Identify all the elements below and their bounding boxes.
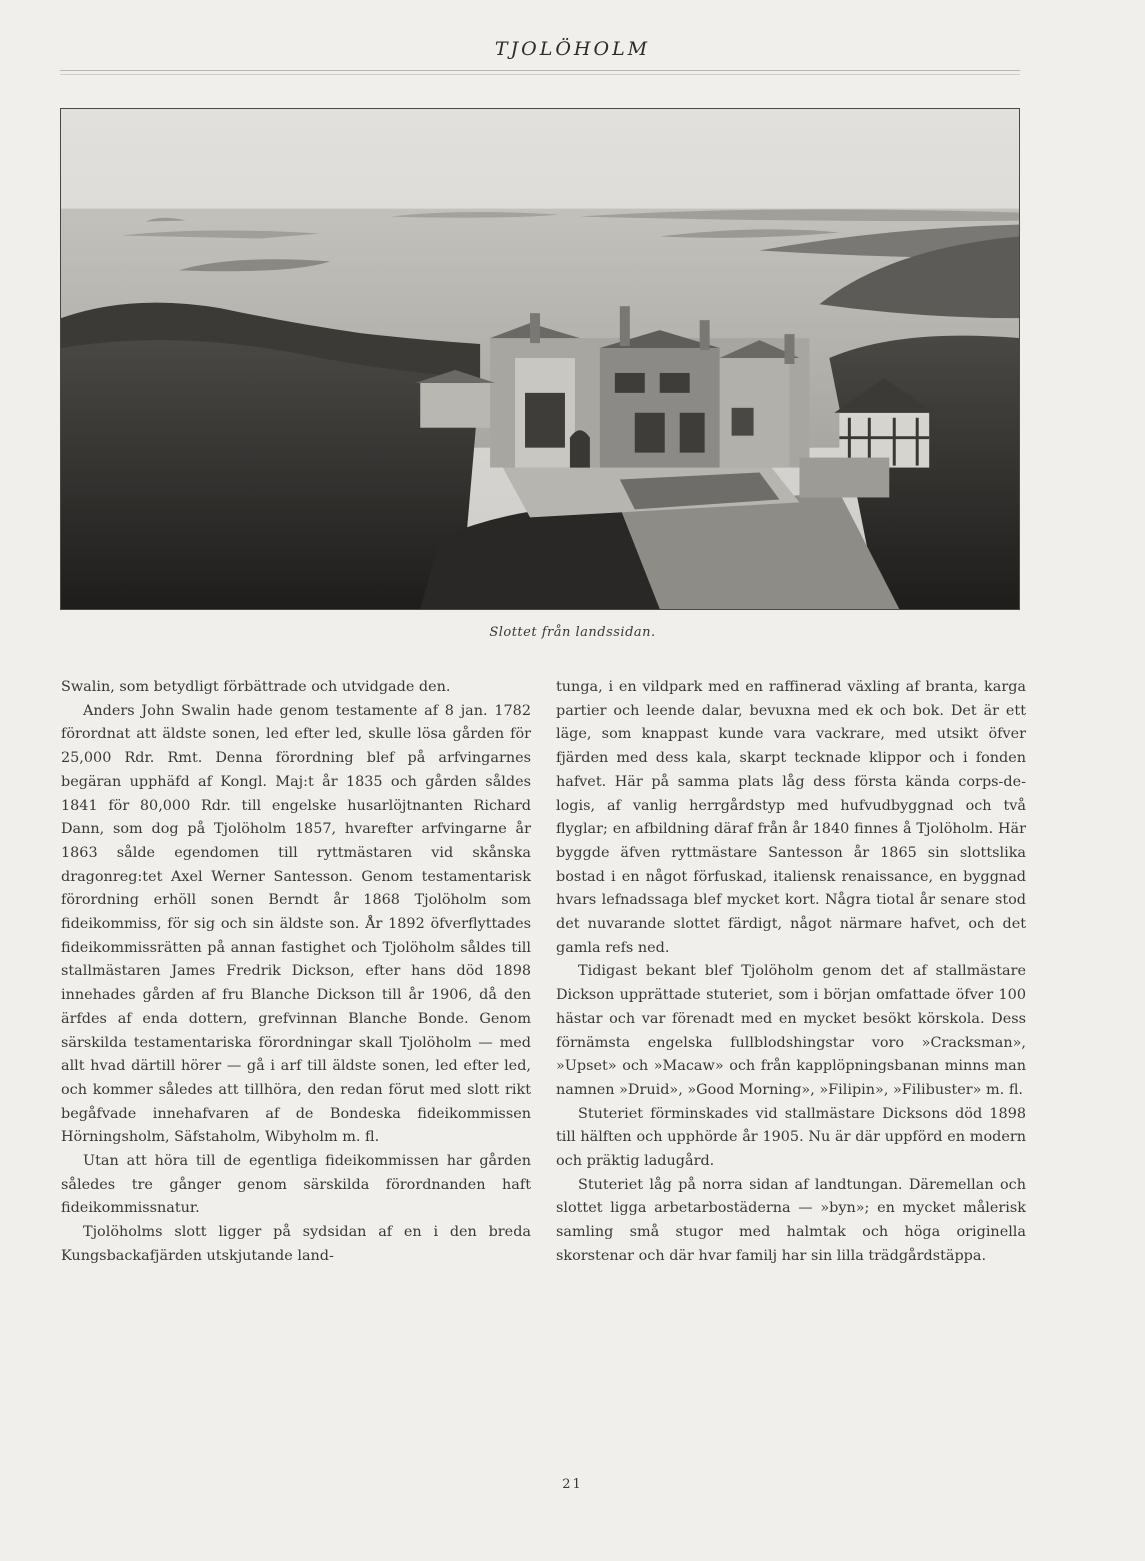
paragraph: Tjolöholms slott ligger på sydsidan af en i den breda Kungsbackafjärden utskjutande land-: [61, 1224, 531, 1264]
paragraph: Anders John Swalin hade genom testamente af 8 jan. 1782 förordnat att äldste sonen, led efter led, skulle lösa gården för 25,000 Rdr. Rmt. Denna förordning blef på arfvingarnes begäran upphäfd af Kongl. Maj:t år 1835 och gården såldes 1841 för 80,000 Rdr. till engelske husarlöjtnanten Richard Dann, som dog på Tjolöholm 1857, hvarefter arfvingarne år 1863 sålde egendomen till ryttmästaren vid skånska dragonreg:tet Axel Werner Santesson. Genom testamentarisk förordning erhöll sonen Berndt år 1868 Tjolöholm som fideikommiss, för sig och sin äldste son. År 1892 öfverflyttades fideikommissrätten på annan fastighet och Tjolöholm såldes till stallmästaren James Fredrik Dickson, efter hans död 1898 innehades gården af fru Blanche Dickson till år 1906, då den ärfdes af enda dottern, grefvinnan Blanche Bonde. Genom särskilda testamentariska förordningar skall Tjolöholm — med allt hvad därtill hörer — gå i arf till äldste sonen, led efter led, och kommer således att tillhöra, den redan förut med slott rikt begåfvade innehafvaren af de Bondeska fideikommissen Hörningsholm, Säfstaholm, Wibyholm m. fl.: [61, 702, 531, 1146]
header-rule-top: [60, 70, 1020, 71]
left-column: [61, 676, 531, 1269]
paragraph: Stuteriet förminskades vid stallmästare Dicksons död 1898 till hälften och upphörde år 1905. Nu är där uppförd en modern och präktig ladugård.: [556, 1105, 1026, 1170]
paragraph: Utan att höra till de egentliga fideikommissen har gården således tre gånger genom särskilda förordnanden haft fideikommissnatur.: [61, 1153, 531, 1217]
page-number: 21: [562, 1477, 583, 1492]
figure-caption: Slottet från landssidan.: [489, 625, 656, 640]
running-header: TJOLÖHOLM: [494, 38, 651, 60]
right-column: [556, 676, 1026, 1269]
paragraph: Tidigast bekant blef Tjolöholm genom det af stallmästare Dickson upprättade stuteriet, som i början omfattade öfver 100 hästar och var förenadt med en mycket besökt körskola. Dess förnämsta engelska fullblodshingstar voro »Cracksman», »Upset» och »Macaw» och från kapplöpningsbanan minns man namnen »Druid», »Good Morning», »Filipin», »Filibuster» m. fl.: [556, 963, 1026, 1098]
paragraph: Swalin, som betydligt förbättrade och utvidgade den.: [61, 679, 451, 695]
header-rule-bottom: [60, 74, 1020, 75]
castle-photograph: [60, 108, 1020, 610]
paragraph: Stuteriet låg på norra sidan af landtungan. Däremellan och slottet ligga arbetarbostäderna — »byn»; en mycket målerisk samling små stugor med halmtak och höga originella skorstenar och där hvar familj har sin lilla trädgårdstäppa.: [556, 1176, 1026, 1264]
paragraph: tunga, i en vildpark med en raffinerad växling af branta, karga partier och leende dalar, bevuxna med ek och bok. Det är ett läge, som knappast kunde vara vackrare, med utsikt öfver fjärden med dess kala, skarpt tecknade klippor och i fonden hafvet. Här på samma plats låg dess första kända corps-de-logis, af vanlig herrgårdstyp med hufvudbyggnad och två flyglar; en afbildning däraf från år 1840 finnes å Tjolöholm. Här byggde äfven ryttmästare Santesson år 1865 sin slottslika bostad i en något förfuskad, italiensk renaissance, en byggnad hvars lefnadssaga blef mycket kort. Några tiotal år senare stod det nuvarande slottet färdigt, något närmare hafvet, och det gamla refs ned.: [556, 679, 1026, 956]
